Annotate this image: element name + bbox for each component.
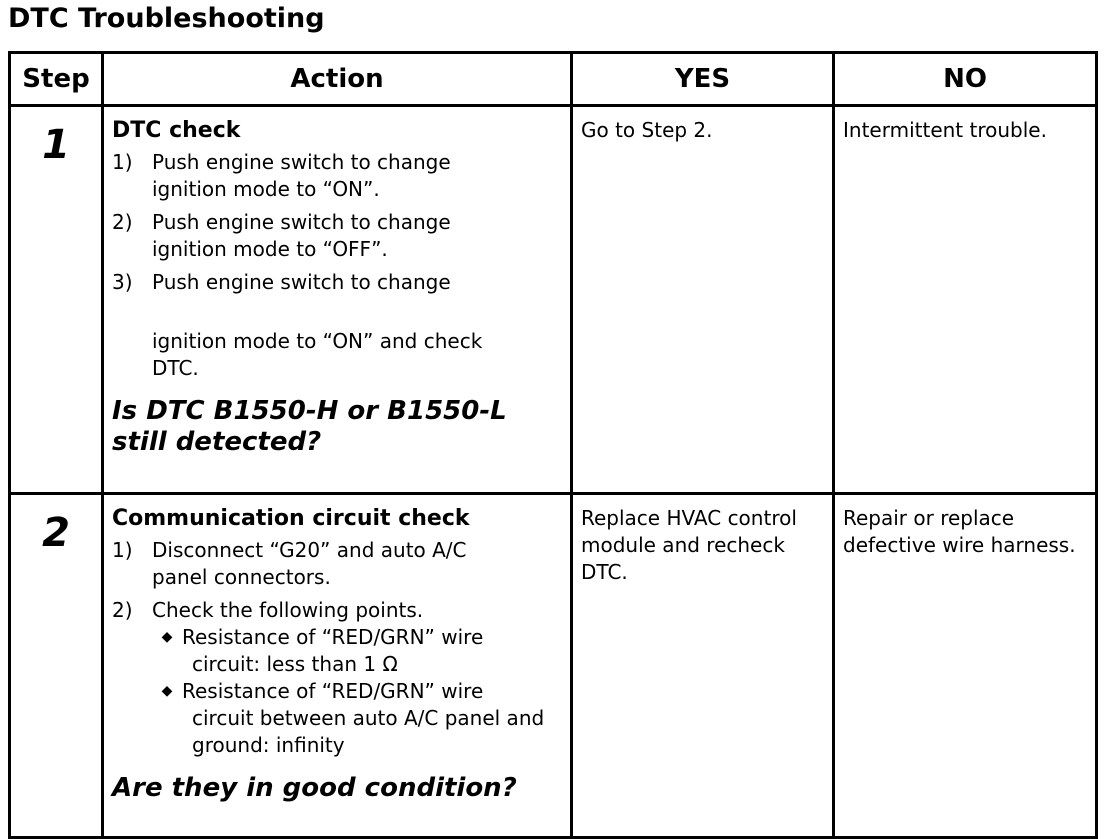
question: Are they in good condition? (112, 773, 517, 803)
item-text: ignition mode to “ON”. (152, 177, 380, 201)
bullet-text: Resistance of “RED/GRN” wire circuit between auto A/C panel and ground: infinity (182, 679, 545, 757)
list-item (112, 537, 562, 591)
item-number: 1) (112, 150, 133, 174)
item-text: Check the following points. (152, 598, 424, 622)
yes-cell: Replace HVAC control module and recheck DTC. (572, 494, 834, 838)
item-text: Disconnect “G20” and auto A/C panel connectors. (152, 538, 467, 589)
list-item (112, 597, 562, 624)
page-title: DTC Troubleshooting (8, 3, 325, 34)
item-text: ignition mode to “OFF”. (152, 237, 388, 261)
yes-cell: Go to Step 2. (572, 106, 834, 494)
item-number: 2) (112, 210, 133, 234)
diamond-bullet-icon: ◆ (161, 683, 173, 699)
item-text: Push engine switch to change (152, 150, 451, 174)
item-number: 3) (112, 270, 133, 294)
item-number: 1) (112, 538, 133, 562)
table-row (10, 494, 1097, 838)
action-cell (103, 494, 572, 838)
step-number: 2 (10, 494, 103, 838)
list-item (112, 269, 562, 382)
item-text: Push engine switch to change (152, 270, 451, 294)
action-title: DTC check (112, 118, 241, 143)
list-item (112, 149, 562, 203)
item-text: Push engine switch to change (152, 210, 451, 234)
action-title: Communication circuit check (112, 506, 470, 531)
header-yes: YES (572, 53, 834, 106)
question: Is DTC B1550-H or B1550-L still detected? (112, 396, 507, 457)
diamond-bullet-icon: ◆ (161, 629, 173, 645)
dtc-table (8, 51, 1098, 839)
step-number: 1 (10, 106, 103, 494)
table-row (10, 106, 1097, 494)
action-cell (103, 106, 572, 494)
no-cell: Intermittent trouble. (834, 106, 1097, 494)
item-number: 2) (112, 598, 133, 622)
bullet-text: Resistance of “RED/GRN” wire circuit: less than 1 Ω (182, 625, 484, 676)
header-row (10, 53, 1097, 106)
list-item (112, 209, 562, 263)
bullet-item (152, 678, 562, 759)
no-cell: Repair or replace defective wire harness. (834, 494, 1097, 838)
item-text: ignition mode to “ON” and check DTC. (152, 329, 483, 380)
header-action: Action (103, 53, 572, 106)
bullet-item (152, 624, 562, 678)
header-no: NO (834, 53, 1097, 106)
header-step: Step (10, 53, 103, 106)
